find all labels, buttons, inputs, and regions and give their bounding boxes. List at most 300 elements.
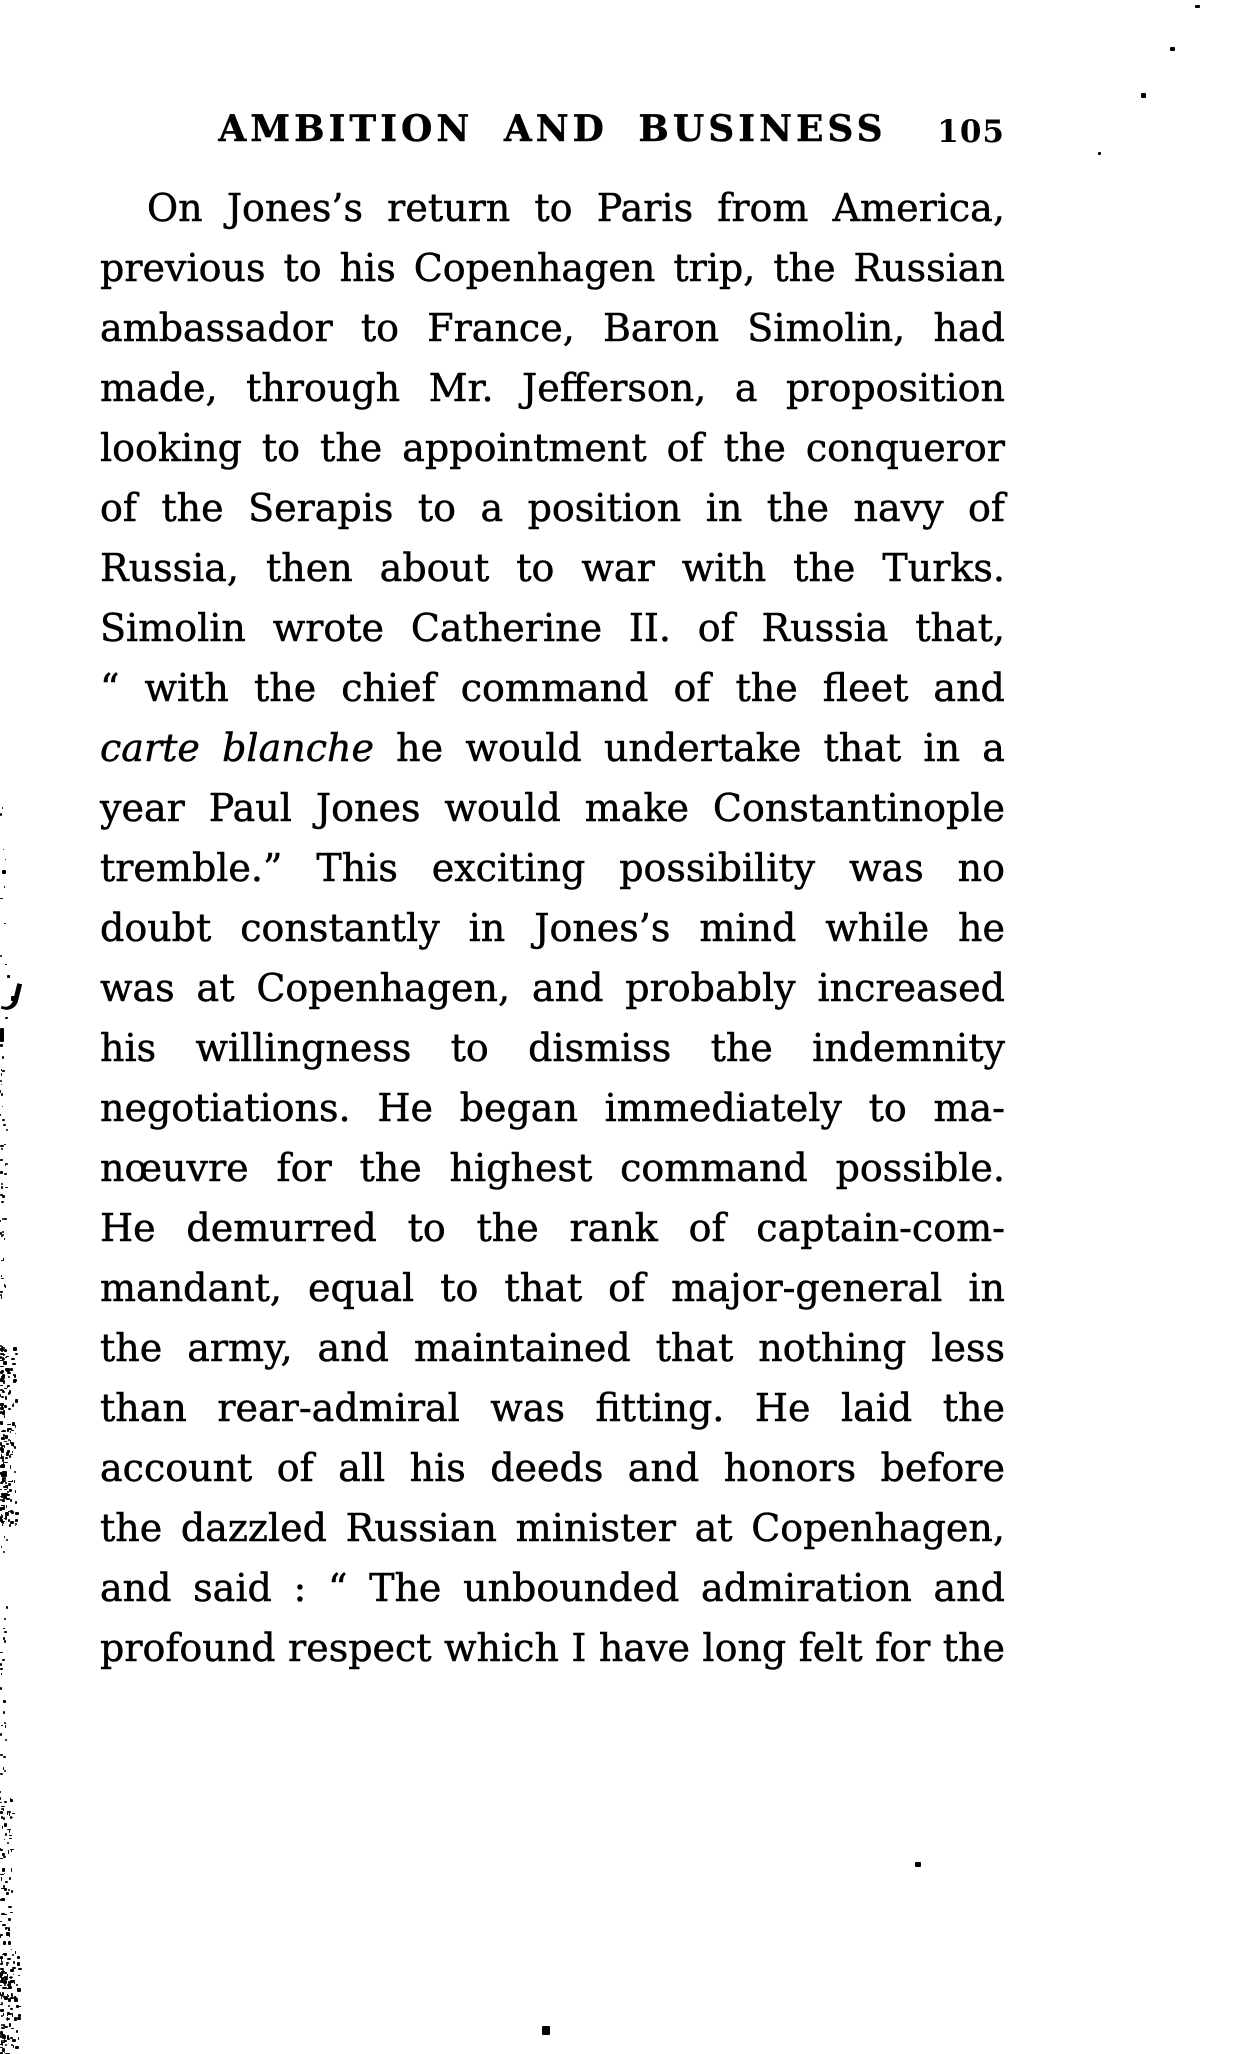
scan-noise-speck [8, 1481, 11, 1483]
word: of [100, 486, 137, 530]
word: make [584, 786, 689, 830]
scan-noise-speck [2, 1378, 3, 1382]
scan-noise-speck [0, 1687, 2, 1690]
word: He [100, 1206, 156, 1250]
scan-noise-speck [0, 1848, 1, 1849]
word: demurred [186, 1206, 377, 1250]
scan-noise-speck [4, 1238, 5, 1240]
scan-noise-speck [18, 1968, 22, 1970]
scan-noise-speck [9, 1812, 11, 1816]
scan-noise-speck [0, 1371, 2, 1373]
scan-noise-speck [8, 1930, 10, 1932]
scan-noise-speck [1, 1971, 5, 1972]
word: undertake [603, 726, 802, 770]
scan-noise-speck [10, 1431, 12, 1433]
text-line [100, 478, 1005, 538]
word: The [369, 1566, 442, 1610]
word: and [627, 1446, 700, 1490]
page-header [100, 104, 1005, 154]
scan-noise-speck [9, 1977, 13, 1978]
scan-noise-speck [2, 1375, 5, 1378]
scan-noise-speck [5, 964, 7, 966]
scan-noise-speck [4, 1471, 8, 1475]
word: before [880, 1446, 1005, 1490]
scan-noise-speck [3, 2040, 7, 2042]
scan-noise-speck [18, 2014, 21, 2017]
word: no [957, 846, 1005, 890]
word: was [490, 1386, 565, 1430]
scan-noise-speck [1, 1405, 3, 1409]
scan-noise-speck [18, 1975, 20, 1976]
scan-noise-speck [2, 1992, 4, 1996]
text-line [100, 1318, 1005, 1378]
scan-noise-speck [1, 1754, 4, 1756]
scan-noise-speck [5, 1163, 6, 1165]
scan-noise-speck [7, 1424, 10, 1426]
scan-noise-speck [5, 1457, 8, 1459]
scan-noise-speck [1, 1473, 5, 1477]
word: minister [515, 1506, 676, 1550]
scan-noise-speck [1, 1496, 3, 1497]
scan-noise-speck [8, 1439, 10, 1441]
word: the [253, 666, 317, 710]
scan-noise-speck [0, 1516, 2, 1520]
scan-noise-speck [1, 1976, 2, 1979]
word: and [531, 966, 604, 1010]
scan-noise-speck [8, 1906, 12, 1908]
word: immediately [604, 1086, 842, 1130]
scan-noise-speck [11, 1868, 12, 1872]
scan-noise-speck [5, 1396, 7, 1400]
word: a [734, 366, 758, 410]
word: that [823, 726, 902, 770]
scan-noise-speck [12, 1442, 13, 1446]
scan-noise-speck [2, 1471, 5, 1473]
scan-noise-speck [8, 1941, 11, 1945]
scan-noise-speck [1, 1959, 3, 1961]
scan-noise-speck [2, 1411, 5, 1415]
scan-noise-speck [10, 1521, 14, 1524]
scan-noise-speck [12, 1422, 15, 1426]
scan-noise-speck [9, 1390, 11, 1394]
scan-noise-speck [6, 1129, 8, 1131]
scan-noise-speck [3, 1856, 6, 1858]
word: possibility [619, 846, 816, 890]
scan-noise-speck [15, 1433, 16, 1435]
text-line [100, 838, 1005, 898]
word: deeds [490, 1446, 604, 1490]
scan-noise-speck [0, 1921, 2, 1922]
scan-noise-speck [5, 1979, 8, 1980]
scan-noise-speck [5, 1482, 7, 1483]
word: while [825, 906, 930, 950]
scan-noise-speck [6, 2018, 10, 2020]
scan-noise-speck [10, 1799, 13, 1802]
scan-noise-speck [3, 1495, 7, 1497]
word: Copenhagen, [256, 966, 511, 1010]
scan-noise-speck [4, 1284, 5, 1287]
word: all [338, 1446, 386, 1490]
scan-noise-speck [3, 1711, 5, 1714]
scan-speck [11, 996, 16, 1001]
text-line [100, 1258, 1005, 1318]
word: the [793, 546, 856, 590]
scan-noise-speck [12, 2013, 14, 2017]
scan-noise-speck [1, 1260, 3, 1261]
word: that [655, 1326, 734, 1370]
scan-noise-speck [11, 1430, 15, 1431]
scan-noise-speck [10, 1465, 11, 1469]
word: probably [625, 966, 796, 1010]
scan-noise-speck [8, 1428, 11, 1430]
word: negotiations. [100, 1086, 351, 1130]
word: carte [100, 726, 200, 770]
scan-noise-speck [15, 1353, 18, 1355]
scan-noise-speck [0, 1394, 1, 1397]
word: command [620, 1146, 808, 1190]
word: had [933, 306, 1005, 350]
word: admiration [701, 1566, 912, 1610]
scan-noise-speck [2, 1480, 6, 1482]
scan-noise-speck [13, 1403, 15, 1404]
word: to [516, 546, 555, 590]
word: America, [832, 186, 1005, 230]
scan-noise-speck [15, 1951, 16, 1954]
word: to [868, 1086, 907, 1130]
scan-noise-speck [3, 1361, 5, 1363]
scan-noise-speck [6, 1163, 9, 1165]
word: in [468, 906, 506, 950]
scan-noise-speck [5, 1739, 7, 1741]
scan-noise-speck [5, 1927, 8, 1929]
scan-noise-speck [10, 1849, 14, 1850]
scan-noise-speck [3, 1462, 4, 1465]
scan-noise-speck [2, 1070, 5, 1072]
scan-noise-speck [12, 1451, 14, 1453]
word: proposition [785, 366, 1005, 410]
scan-noise-speck [0, 1472, 4, 1475]
scan-noise-speck [4, 1144, 6, 1145]
word: to [407, 1206, 446, 1250]
scan-noise-speck [0, 1232, 2, 1235]
scan-noise-speck [15, 1425, 16, 1428]
body-text [100, 178, 1005, 1678]
scan-noise-speck [15, 1519, 18, 1522]
scan-noise-speck [0, 1874, 3, 1876]
scan-noise-speck [1, 1448, 2, 1451]
scan-noise-speck [0, 813, 2, 816]
scan-noise-speck [3, 849, 4, 850]
scan-noise-speck [0, 1421, 2, 1425]
scan-noise-speck [15, 1523, 16, 1525]
scan-noise-speck [0, 2004, 3, 2005]
scan-noise-speck [10, 1817, 14, 1819]
scan-noise-speck [7, 1984, 10, 1986]
scan-noise-speck [0, 1496, 3, 1498]
scan-noise-speck [11, 1969, 14, 1971]
word: position [527, 486, 682, 530]
scan-noise-speck [14, 2017, 17, 2021]
scan-noise-speck [0, 1356, 2, 1359]
scan-noise-speck [1, 1514, 2, 1516]
scan-noise-speck [4, 1462, 8, 1463]
scan-noise-speck [7, 975, 10, 978]
word: rear-admiral [217, 1386, 460, 1430]
scan-noise-speck [7, 1491, 9, 1493]
scan-noise-speck [14, 1446, 16, 1449]
scan-noise-speck [5, 859, 7, 860]
word: respect [288, 1626, 432, 1670]
scan-noise-speck [1, 2002, 3, 2004]
word: in [923, 726, 961, 770]
scan-noise-speck [1, 1994, 4, 1997]
scan-noise-speck [7, 2035, 9, 2039]
word: ma- [933, 1086, 1005, 1130]
scan-noise-speck [2, 1375, 4, 1379]
scan-noise-speck [0, 1519, 3, 1522]
text-line [100, 778, 1005, 838]
text-line [100, 418, 1005, 478]
scan-noise-speck [2, 1349, 4, 1352]
scan-noise-speck [1, 1370, 4, 1373]
scan-noise-speck [7, 2017, 8, 2021]
scan-noise-speck [10, 1969, 14, 1973]
word: of [688, 1206, 726, 1250]
word: Russia [761, 606, 889, 650]
scan-speck [1195, 5, 1200, 8]
scan-noise-speck [0, 1220, 1, 1222]
word: the [476, 1206, 539, 1250]
scan-noise-speck [0, 1145, 3, 1148]
scan-noise-speck [11, 1512, 13, 1514]
word: with [144, 666, 229, 710]
word: a [982, 726, 1005, 770]
scan-noise-speck [1, 1481, 4, 1483]
scan-noise-speck [2, 1522, 5, 1524]
scan-noise-speck [0, 1442, 2, 1446]
scan-noise-speck [0, 1447, 3, 1449]
word: from [717, 186, 809, 230]
scan-noise-speck [1, 1522, 2, 1523]
word: tremble.” [100, 846, 283, 890]
scan-noise-speck [9, 1877, 11, 1880]
scan-noise-speck [14, 1480, 15, 1483]
word: Simolin [100, 606, 246, 650]
word: year [100, 786, 185, 830]
scan-noise-speck [1, 1457, 2, 1458]
scan-noise-speck [0, 1935, 1, 1938]
word: the [735, 666, 798, 710]
scan-noise-speck [7, 1988, 10, 1989]
scan-noise-speck [9, 1489, 12, 1492]
text-line [100, 1618, 1005, 1678]
scan-noise-speck [0, 1802, 2, 1803]
word: army, [187, 1326, 293, 1370]
scan-noise-speck [3, 1380, 5, 1384]
scan-noise-speck [1, 1235, 3, 1237]
scan-noise-speck [3, 1987, 7, 1989]
scan-noise-speck [14, 1998, 18, 2002]
scan-noise-speck [1, 1507, 5, 1509]
scan-noise-speck [4, 1888, 7, 1891]
word: “ [100, 666, 120, 710]
scan-noise-speck [6, 1964, 8, 1966]
scan-noise-speck [8, 1376, 10, 1377]
scan-noise-speck [6, 1356, 9, 1357]
scan-noise-speck [2, 1106, 3, 1107]
scan-noise-speck [5, 1512, 9, 1516]
word: : [293, 1566, 307, 1610]
scan-noise-speck [2, 1970, 4, 1973]
scan-noise-speck [13, 1359, 15, 1361]
scan-noise-speck [2, 1898, 5, 1900]
scan-noise-speck [11, 1949, 12, 1950]
scan-noise-speck [10, 1798, 11, 1802]
scan-noise-speck [0, 1733, 2, 1736]
scan-noise-speck [4, 1388, 7, 1389]
scan-noise-speck [9, 2023, 11, 2027]
scan-noise-speck [1, 1808, 3, 1811]
scan-noise-speck [11, 1849, 12, 1852]
scan-noise-speck [9, 2023, 10, 2027]
word: through [246, 366, 401, 410]
scan-noise-speck [0, 1849, 3, 1851]
word: trip, [673, 246, 756, 290]
scan-noise-speck [7, 1842, 9, 1845]
scan-noise-speck [2, 1218, 5, 1220]
word: He [377, 1086, 433, 1130]
scan-noise-speck [13, 1347, 17, 1351]
word: unbounded [463, 1566, 680, 1610]
word: major-general [671, 1266, 943, 1310]
scan-noise-speck [0, 1934, 3, 1936]
scan-noise-speck [16, 1984, 18, 1986]
scan-noise-speck [2, 1924, 6, 1926]
scan-noise-speck [0, 955, 2, 958]
scan-noise-speck [17, 1956, 20, 1959]
scan-noise-speck [7, 1450, 10, 1453]
scan-noise-speck [4, 1445, 6, 1448]
scan-noise-speck [0, 1345, 2, 1346]
word: constantly [240, 906, 440, 950]
scan-noise-speck [1, 1403, 5, 1406]
scan-noise-speck [6, 1606, 8, 1609]
word: ambassador [100, 306, 333, 350]
word: less [931, 1326, 1005, 1370]
scan-noise-speck [0, 1472, 2, 1473]
word: Russia, [100, 546, 239, 590]
word: the [100, 1326, 163, 1370]
scan-noise-speck [5, 1881, 9, 1884]
scan-noise-speck [1, 1296, 3, 1299]
scan-noise-speck [1, 1073, 3, 1076]
scan-noise-speck [12, 1954, 14, 1956]
scan-noise-speck [0, 1668, 2, 1670]
scan-noise-speck [0, 1389, 3, 1391]
word: Jones’s [534, 906, 671, 950]
scan-noise-speck [8, 1995, 10, 1997]
scan-noise-speck [10, 1454, 13, 1455]
scan-noise-speck [4, 1489, 7, 1490]
word: would [444, 786, 561, 830]
scan-noise-speck [4, 1996, 8, 2000]
word: Copenhagen [413, 246, 656, 290]
word: than [100, 1386, 187, 1430]
scan-noise-speck [13, 2045, 14, 2048]
word: He [754, 1386, 811, 1430]
scan-noise-speck [7, 1485, 9, 1489]
scan-noise-speck [1, 2015, 3, 2017]
scan-noise-speck [0, 1972, 3, 1976]
scan-noise-speck [2, 1459, 4, 1462]
word: and [100, 1566, 172, 1610]
scan-noise-speck [2, 1374, 5, 1376]
scan-noise-speck [4, 1868, 5, 1871]
word: the [710, 1026, 773, 1070]
scan-noise-speck [4, 1823, 8, 1827]
word: made, [100, 366, 218, 410]
scan-noise-speck [0, 1958, 3, 1959]
scan-noise-speck [1, 1275, 3, 1277]
scan-noise-speck [6, 1962, 9, 1964]
word: at [694, 1506, 733, 1550]
scan-noise-speck [10, 1443, 12, 1445]
scan-noise-speck [2, 1500, 3, 1502]
word: II. [628, 606, 671, 650]
scan-noise-speck [8, 1918, 11, 1921]
word: Russian [345, 1506, 497, 1550]
scan-noise-speck [1, 1349, 3, 1352]
scan-noise-speck [1, 1445, 4, 1448]
scan-noise-speck [1, 1069, 3, 1071]
scan-noise-speck [10, 1368, 13, 1372]
scan-noise-speck [1, 1521, 4, 1524]
scan-noise-speck [3, 1358, 5, 1361]
scan-noise-speck [2, 1524, 3, 1526]
scan-noise-speck [3, 1410, 5, 1414]
scan-noise-speck [3, 1700, 5, 1703]
scan-noise-speck [0, 1348, 4, 1352]
word: fitting. [595, 1386, 725, 1430]
scan-noise-speck [14, 1996, 17, 2000]
scan-noise-speck [0, 1754, 2, 1756]
scan-noise-speck [1, 1507, 2, 1511]
scan-noise-speck [8, 1408, 11, 1410]
scan-noise-speck [2, 1430, 6, 1432]
scan-noise-speck [17, 2017, 21, 2021]
word: Baron [602, 306, 720, 350]
scan-noise-speck [1, 1437, 4, 1440]
scan-noise-speck [1, 1505, 5, 1507]
scan-noise-speck [4, 1477, 6, 1480]
scan-noise-speck [1, 1347, 2, 1349]
scan-noise-speck [7, 1385, 10, 1387]
word: increased [817, 966, 1005, 1010]
scan-noise-speck [2, 1346, 4, 1348]
text-line [100, 538, 1005, 598]
scan-noise-speck [4, 1801, 7, 1803]
scan-noise-speck [1, 1956, 2, 1960]
scan-noise-speck [3, 1808, 4, 1812]
word: and [933, 1566, 1005, 1610]
scan-noise-speck [2, 1234, 4, 1236]
scan-noise-speck [7, 1372, 11, 1375]
scan-noise-speck [3, 1486, 7, 1489]
scan-noise-speck [4, 1722, 6, 1725]
scan-noise-speck [0, 1963, 3, 1965]
scan-noise-speck [10, 1912, 13, 1914]
word: felt [798, 1626, 863, 1670]
